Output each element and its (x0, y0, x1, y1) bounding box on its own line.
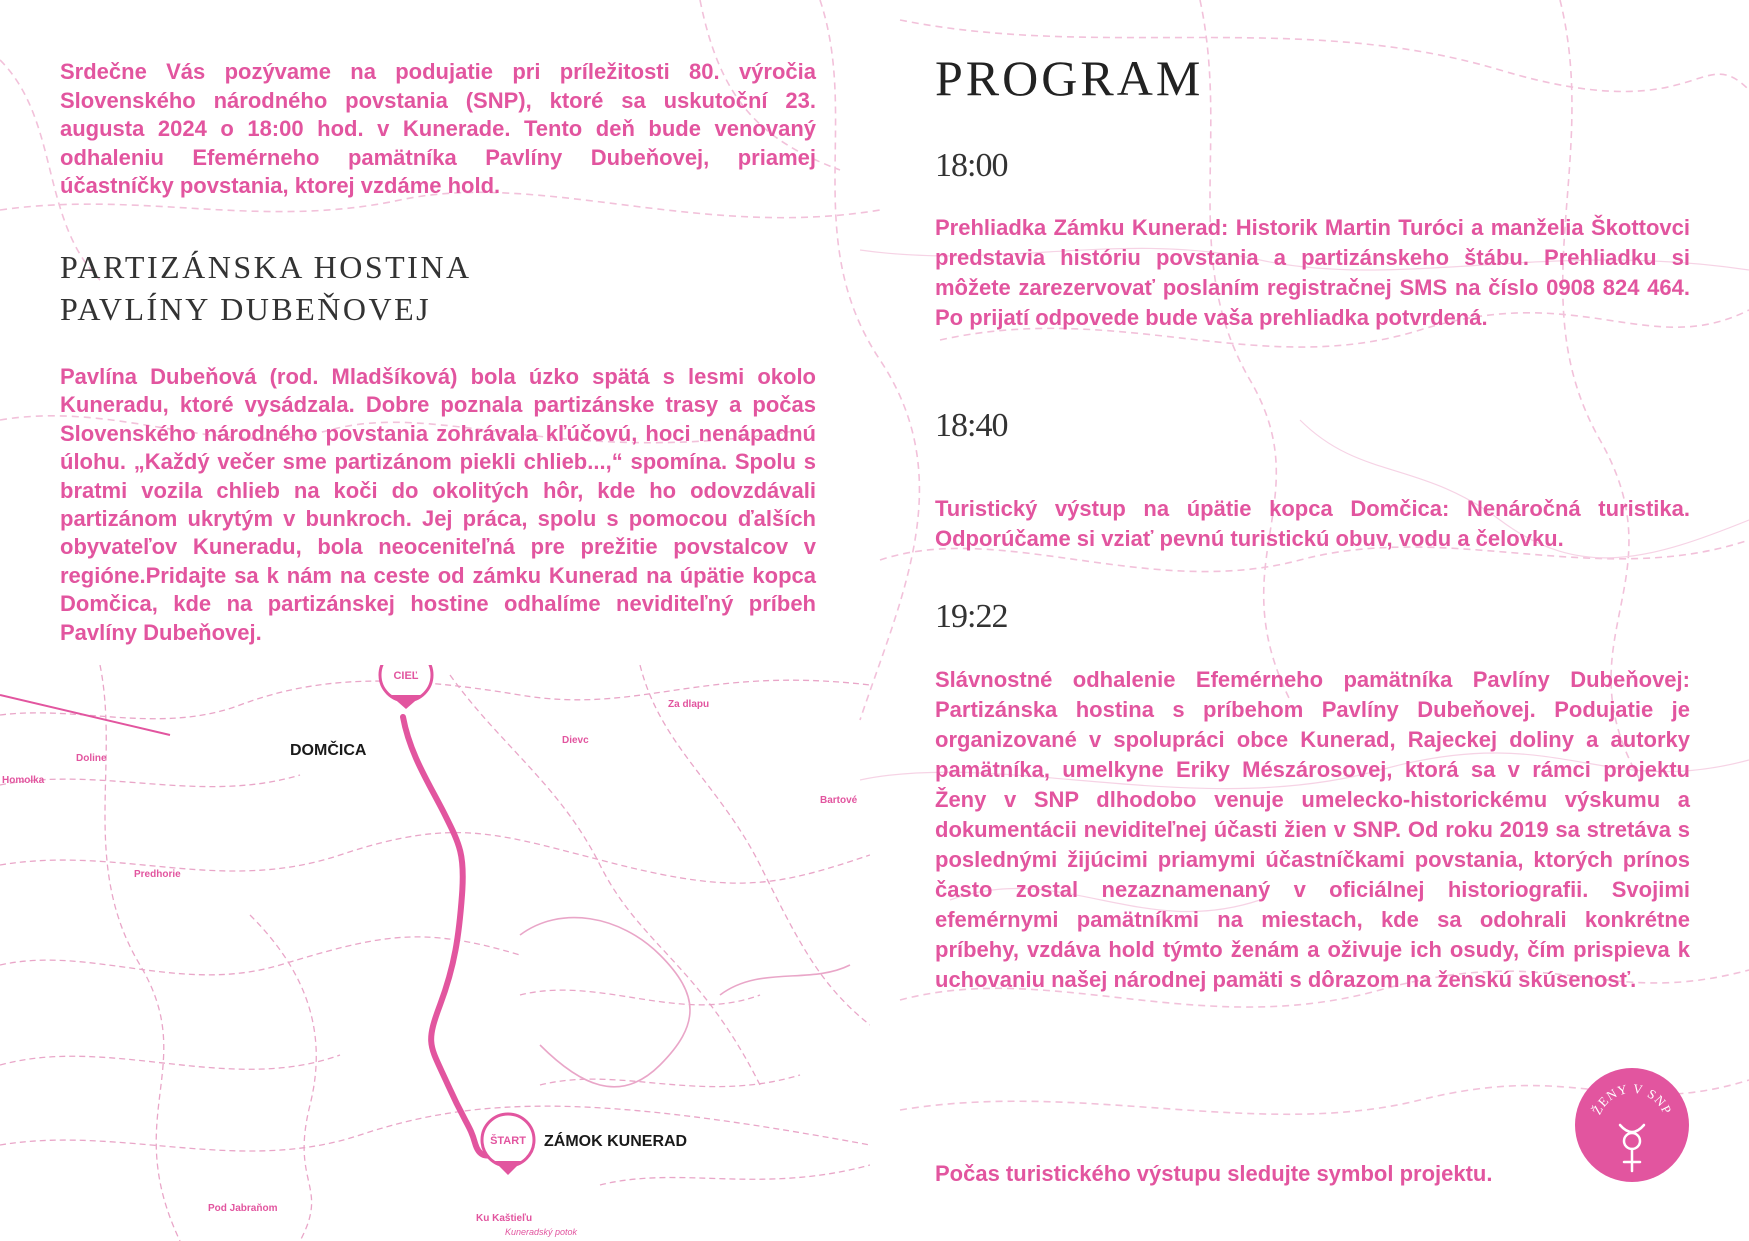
section-title (60, 246, 760, 330)
program-description-2: Turistický výstup na úpätie kopca Domčica: Nenáročná turistika. Odporúčame si vziať pevnú turistickú obuv, vodu a čelovku. (935, 496, 1690, 551)
start-pin-label: ŠTART (490, 1135, 526, 1147)
map-label-dievc: Dievc (562, 735, 589, 746)
map-label-predhorie: Predhorie (134, 869, 181, 880)
zeny-v-snp-logo (1574, 1067, 1690, 1183)
map-label-kuneradsky-potok: Kuneradský potok (505, 1227, 578, 1237)
section-title-line-1: PARTIZÁNSKA HOSTINA (60, 249, 472, 285)
program-description-3: Slávnostné odhalenie Efemérneho pamätníka Pavlíny Dubeňovej: Partizánska hostina s príbehom Pavlíny Dubeňovej. Podujatie je organizované v spolupráci obce Kunerad, Rajeckej doliny a autorky pamätníka, umelkyne Eriky Mészárosovej, ktorá sa v rámci projektu Ženy v SNP dlhodobo venuje umelecko-historickému výskumu a dokumentácii neviditeľnej účasti žien v SNP. Od roku 2019 sa stretáva s poslednými žijúcimi priamymi účastníčkami povstania, ktorých prínos často zostal nezaznamenaný v oficiálnej historiografii. Svojimi efemérnymi pamätníkmi na miestach, kde sa odohrali konkrétne príbehy, vzdáva hold týmto ženám a oživuje ich osudy, čím prispieva k uchovaniu našej národnej pamäti s dôrazom na ženskú skúsenosť. (935, 667, 1690, 992)
map-label-ku-kastielu: Ku Kaštieľu (476, 1213, 533, 1224)
start-pin (482, 1114, 534, 1175)
intro-paragraph: Srdečne Vás pozývame na podujatie pri príležitosti 80. výročia Slovenského národného povstania (SNP), ktoré sa uskutoční 23. augusta 2024 o 18:00 hod. v Kunerade. Tento deň bude venovaný odhaleniu Efemérneho pamätníka Pavlíny Dubeňovej, priamej účastníčky povstania, ktorej vzdáme hold. (60, 59, 816, 198)
map-label-pod-jabranom: Pod Jabraňom (208, 1203, 278, 1214)
finish-pin-label: CIEĽ (393, 670, 419, 682)
logo-text: ŽENY V SNP (1588, 1080, 1676, 1117)
place-label-zamok-kunerad: ZÁMOK KUNERAD (544, 1133, 688, 1150)
route-map (0, 665, 870, 1241)
map-label-za-dlapu: Za dlapu (668, 699, 710, 710)
program-title: PROGRAM (935, 50, 1204, 106)
story-paragraph: Pavlína Dubeňová (rod. Mladšíková) bola úzko spätá s lesmi okolo Kuneradu, ktoré vysádzala. Dobre poznala partizánske trasy a počas Slovenského národného povstania zohrávala kľúčovú, hoci nenápadnú úlohu. „Každý večer sme partizánom piekli chlieb...,“ spomína. Spolu s bratmi vozila chlieb na koči do okolitých hôr, kde ho odovzdávali partizánom ukrytým v bunkroch. Jej práca, spolu s pomocou ďalších obyvateľov Kuneradu, bola neoceniteľná pre prežitie povstalcov v regióne.Pridajte sa k nám na ceste od zámku Kunerad na úpätie kopca Domčica, kde na partizánskej hostine odhalíme neviditeľný príbeh Pavlíny Dubeňovej. (60, 364, 816, 645)
program-time-1: 18:00 (935, 147, 1008, 184)
map-label-bartove: Bartové (820, 795, 858, 806)
finish-pin (380, 665, 432, 709)
place-label-domcica: DOMČICA (290, 742, 367, 759)
program-time-2: 18:40 (935, 407, 1008, 444)
map-label-doline: Doline (76, 753, 107, 764)
footer-note: Počas turistického výstupu sledujte symbol projektu. (935, 1161, 1493, 1186)
program-description-1: Prehliadka Zámku Kunerad: Historik Martin Turóci a manželia Škottovci predstavia históriu povstania a partizánskeho štábu. Prehliadku si môžete zarezervovať poslaním registračnej SMS na číslo 0908 824 464. Po prijatí odpovede bude vaša prehliadka potvrdená. (935, 215, 1690, 330)
program-time-3: 19:22 (935, 598, 1008, 635)
map-label-homolka: Homolka (2, 775, 45, 786)
section-title-line-2: PAVLÍNY DUBEŇOVEJ (60, 291, 432, 327)
